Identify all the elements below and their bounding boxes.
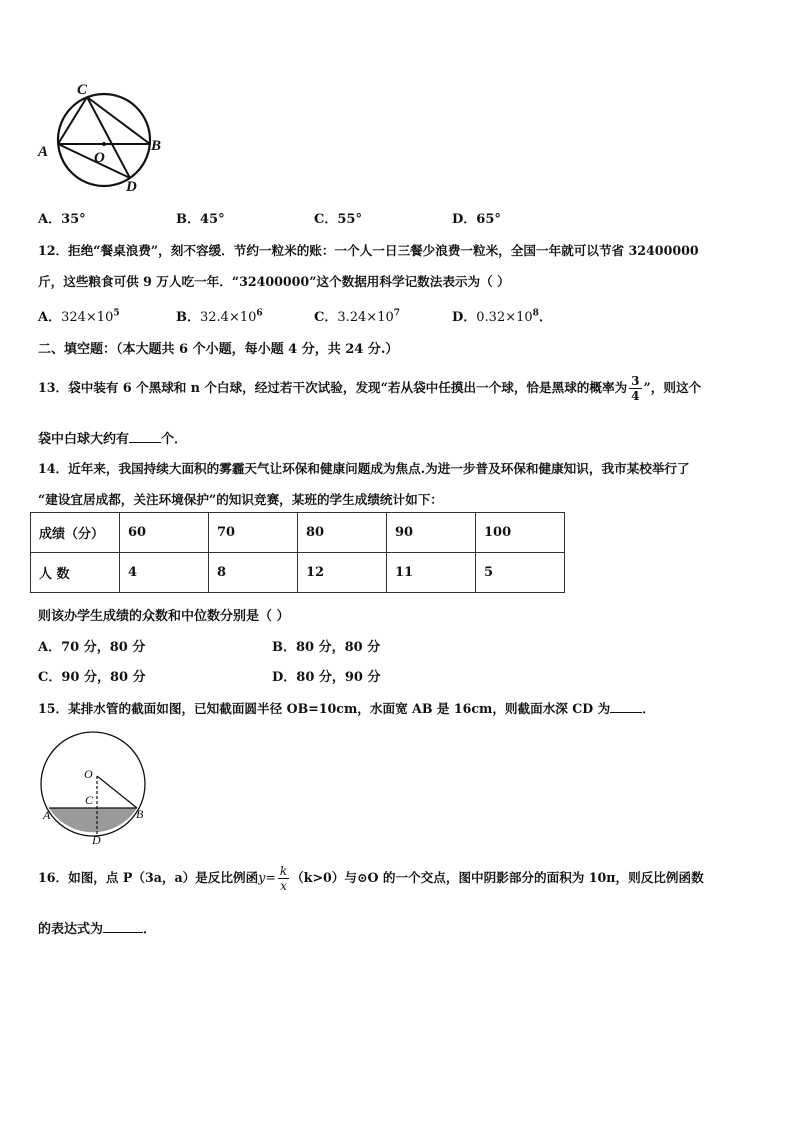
q16-line2-post: ． — [143, 922, 157, 937]
q12-option-d — [452, 306, 552, 325]
q11-option-b: B．45° — [176, 212, 225, 227]
table-cell: 11 — [387, 553, 476, 593]
q14-text-line2: “建设宜居成都，关注环境保护”的知识竞赛，某班的学生成绩统计如下： — [38, 492, 443, 507]
q16-text-post: （k>0）与⊙O 的一个交点，图中阴影部分的面积为 10π，则反比例函数 — [291, 870, 704, 885]
table-row — [31, 553, 565, 593]
table-cell: 12 — [298, 553, 387, 593]
q12-option-d-base: 0.32×10 — [476, 310, 533, 325]
q11-option-c: C．55° — [314, 212, 362, 227]
q13-fraction-num: 3 — [631, 374, 640, 388]
q13-line1-post: ”，则这个 — [643, 380, 702, 395]
q15-label-b: B — [136, 807, 144, 821]
q12-option-a-exp: 5 — [113, 308, 120, 319]
table-row — [31, 513, 565, 553]
q16-answer-blank — [103, 920, 143, 933]
q14-option-b: B．80 分，80 分 — [272, 640, 381, 655]
q12-option-b-base: 32.4×10 — [200, 310, 257, 325]
table-cell: 成绩（分） — [31, 513, 120, 553]
q16-func-eq: = — [265, 870, 276, 885]
q12-option-a-label: A． — [38, 310, 62, 325]
q16-line2-pre: 的表达式为 — [38, 922, 104, 937]
q11-label-b: B — [151, 138, 162, 154]
q12-option-a — [38, 306, 120, 325]
q14-option-d: D．80 分，90 分 — [272, 670, 381, 685]
q15-answer-blank — [610, 700, 642, 713]
q13-fraction-den: 4 — [631, 389, 640, 403]
q16-fraction-num: k — [279, 864, 288, 878]
q14-option-c: C．90 分，80 分 — [38, 670, 146, 685]
q16-fraction — [278, 864, 289, 893]
q15-radius-ob — [97, 776, 137, 808]
q12-option-b-exp: 6 — [256, 308, 263, 319]
q11-option-d: D．65° — [452, 212, 501, 227]
q12-option-b-label: B． — [176, 310, 200, 325]
q16-text-pre: 16．如图，点 P（3a，a）是反比例函 — [38, 870, 259, 885]
q12-option-a-base: 324×10 — [61, 310, 114, 325]
q13-line1 — [38, 370, 701, 406]
q14-question: 则该办学生成绩的众数和中位数分别是（ ） — [38, 609, 290, 624]
table-cell: 60 — [120, 513, 209, 553]
q15-label-c: C — [85, 793, 94, 807]
table-cell: 80 — [298, 513, 387, 553]
q13-fraction — [629, 374, 641, 403]
q15-water-segment — [49, 808, 137, 832]
table-cell: 70 — [209, 513, 298, 553]
q12-text-line1: 12．拒绝“餐桌浪费”，刻不容缓．节约一粒米的账：一个人一日三餐少浪费一粒米，全国一年就可以节省 32400000 — [38, 243, 699, 258]
table-cell: 100 — [476, 513, 565, 553]
q13-line2-post: 个． — [161, 432, 188, 447]
q12-option-c-label: C． — [314, 310, 338, 325]
q15-pipe-figure — [40, 726, 155, 846]
table-cell: 4 — [120, 553, 209, 593]
q11-label-d: D — [126, 179, 137, 195]
q12-option-d-label: D． — [452, 310, 477, 325]
section2-heading: 二、填空题：（本大题共 6 个小题，每小题 4 分，共 24 分.） — [38, 342, 399, 357]
q11-label-a: A — [38, 144, 49, 160]
q12-option-c-base: 3.24×10 — [337, 310, 394, 325]
table-cell: 5 — [476, 553, 565, 593]
q15-label-o: O — [84, 767, 93, 781]
q11-label-c: C — [77, 82, 88, 98]
q12-option-b — [176, 306, 263, 325]
q12-text-line2: 斤，这些粮食可供 9 万人吃一年．“32400000”这个数据用科学记数法表示为（ ） — [38, 274, 510, 289]
q16-line1 — [38, 860, 704, 896]
q16-line2 — [38, 918, 156, 937]
q15-label-a: A — [43, 808, 51, 822]
q13-answer-blank — [129, 430, 161, 443]
table-cell: 90 — [387, 513, 476, 553]
q15-text-post: ． — [642, 701, 655, 716]
q15-text — [38, 698, 655, 717]
q12-option-c — [314, 306, 400, 325]
table-cell: 人 数 — [31, 553, 120, 593]
q14-option-a: A．70 分，80 分 — [38, 640, 146, 655]
q12-option-d-tail: ． — [538, 310, 552, 325]
table-cell: 8 — [209, 553, 298, 593]
q11-option-a: A．35° — [38, 212, 86, 227]
q16-func-y: y — [258, 870, 266, 885]
q14-text-line1: 14．近年来，我国持续大面积的雾霾天气让环保和健康问题成为焦点.为进一步普及环保和健康知识，我市某校举行了 — [38, 461, 690, 476]
q11-center-dot — [102, 142, 106, 146]
q11-circle — [58, 94, 150, 186]
q15-label-d: D — [92, 833, 101, 846]
q15-text-pre: 15．某排水管的截面如图，已知截面圆半径 OB=10cm，水面宽 AB 是 16cm，则截面水深 CD 为 — [38, 701, 611, 716]
q12-option-c-exp: 7 — [393, 308, 401, 319]
q13-line2 — [38, 428, 187, 447]
q12-option-d-exp: 8 — [532, 308, 539, 319]
q13-line2-pre: 袋中白球大约有 — [38, 432, 130, 447]
q13-line1-pre: 13．袋中装有 6 个黑球和 n 个白球，经过若干次试验，发现“若从袋中任摸出一个球，恰是黑球的概率为 — [38, 380, 628, 395]
q11-label-o: O — [94, 150, 105, 166]
q14-score-table — [30, 512, 565, 593]
q11-line-cb — [87, 97, 150, 144]
q11-circle-figure — [34, 78, 174, 196]
q16-fraction-den: x — [280, 879, 287, 893]
